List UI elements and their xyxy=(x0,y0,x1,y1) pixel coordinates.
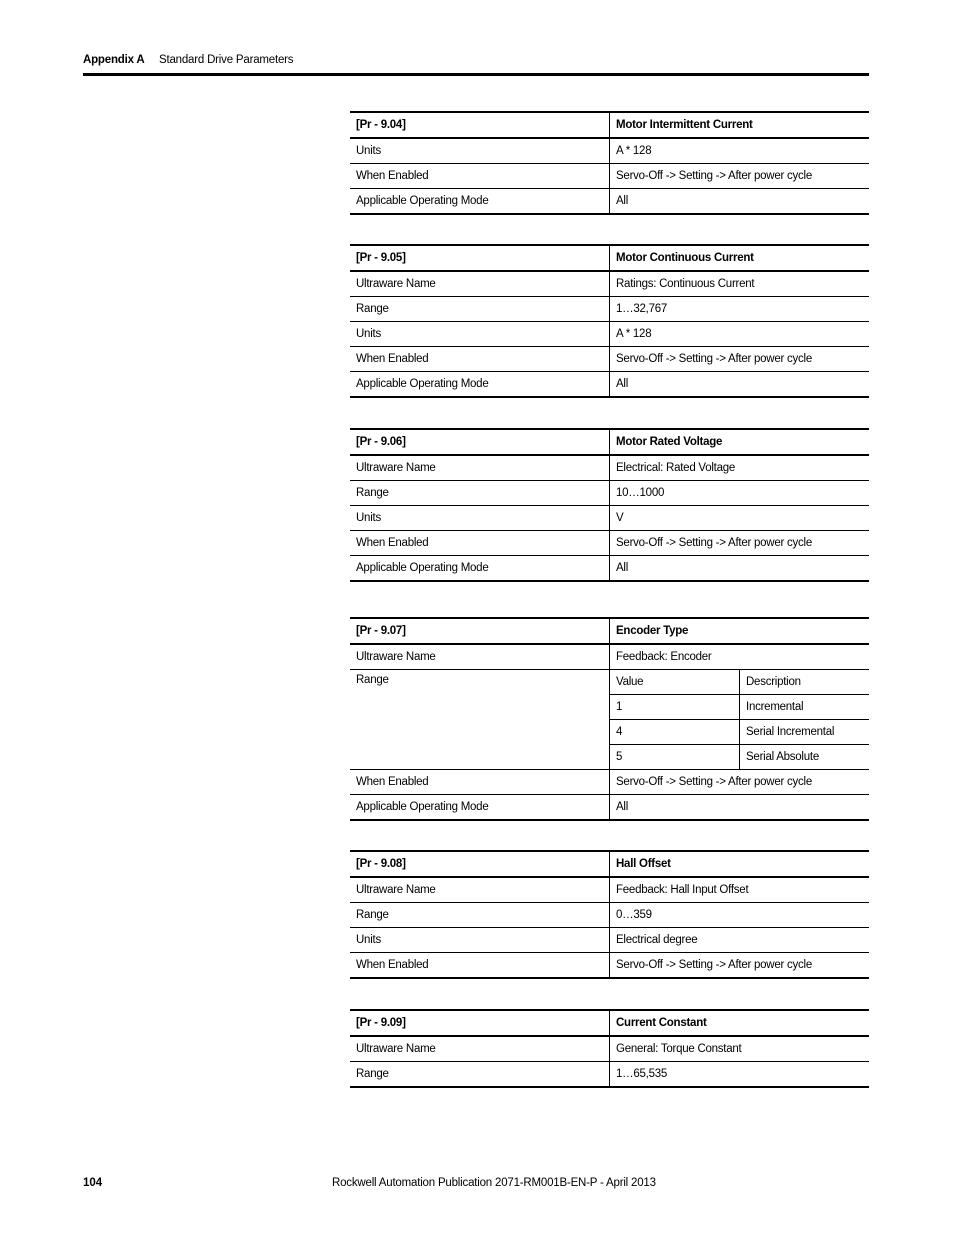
row-value: Servo-Off -> Setting -> After power cycle xyxy=(610,531,870,556)
row-label: Units xyxy=(350,928,610,953)
table-row xyxy=(350,138,869,164)
param-table-9-04 xyxy=(350,111,869,215)
table-row xyxy=(350,347,869,372)
param-name: Motor Continuous Current xyxy=(610,245,870,271)
table-row xyxy=(350,770,869,795)
page-number: 104 xyxy=(83,1177,103,1189)
table-row-range xyxy=(350,670,869,770)
param-table-9-06 xyxy=(350,428,869,582)
row-value: Feedback: Encoder xyxy=(610,644,870,670)
param-table-9-07 xyxy=(350,617,869,821)
row-value: All xyxy=(610,372,870,398)
param-table-9-09 xyxy=(350,1009,869,1088)
table-row xyxy=(350,903,869,928)
subtable-row xyxy=(610,695,869,720)
param-id: [Pr - 9.08] xyxy=(350,851,610,877)
row-label: Range xyxy=(350,297,610,322)
table-row xyxy=(350,953,869,979)
table-row xyxy=(350,322,869,347)
row-label: Range xyxy=(350,903,610,928)
row-value: Electrical degree xyxy=(610,928,870,953)
table-row xyxy=(350,644,869,670)
subtable-description: Incremental xyxy=(740,695,870,720)
table-row xyxy=(350,928,869,953)
publication-info: Rockwell Automation Publication 2071-RM001B-EN-P - April 2013 xyxy=(332,1177,656,1189)
range-subtable xyxy=(610,670,869,769)
row-value: All xyxy=(610,189,870,215)
row-value: Servo-Off -> Setting -> After power cycle xyxy=(610,770,870,795)
table-header-row xyxy=(350,245,869,271)
row-label: Units xyxy=(350,322,610,347)
subtable-header-value: Value xyxy=(610,670,740,695)
param-name: Motor Intermittent Current xyxy=(610,112,870,138)
table-header-row xyxy=(350,618,869,644)
row-label: When Enabled xyxy=(350,164,610,189)
table-row xyxy=(350,1062,869,1088)
table-row xyxy=(350,164,869,189)
subtable-header-description: Description xyxy=(740,670,870,695)
param-id: [Pr - 9.07] xyxy=(350,618,610,644)
table-row xyxy=(350,877,869,903)
subtable-value: 1 xyxy=(610,695,740,720)
table-row xyxy=(350,455,869,481)
param-table-9-08 xyxy=(350,850,869,979)
table-row xyxy=(350,531,869,556)
row-label: Applicable Operating Mode xyxy=(350,189,610,215)
table-row xyxy=(350,506,869,531)
param-name: Motor Rated Voltage xyxy=(610,429,870,455)
table-row xyxy=(350,1036,869,1062)
table-header-row xyxy=(350,1010,869,1036)
param-name: Encoder Type xyxy=(610,618,870,644)
param-name: Current Constant xyxy=(610,1010,870,1036)
row-label: When Enabled xyxy=(350,770,610,795)
row-label: When Enabled xyxy=(350,531,610,556)
table-row xyxy=(350,556,869,582)
table-row xyxy=(350,481,869,506)
param-id: [Pr - 9.09] xyxy=(350,1010,610,1036)
subtable-value: 4 xyxy=(610,720,740,745)
row-label: Range xyxy=(350,481,610,506)
subtable-description: Serial Absolute xyxy=(746,751,819,763)
param-id: [Pr - 9.04] xyxy=(350,112,610,138)
row-label: Ultraware Name xyxy=(350,455,610,481)
row-value: Feedback: Hall Input Offset xyxy=(610,877,870,903)
row-value: Ratings: Continuous Current xyxy=(610,271,870,297)
row-value: V xyxy=(610,506,870,531)
table-row xyxy=(350,297,869,322)
row-label: When Enabled xyxy=(350,953,610,979)
row-label: Ultraware Name xyxy=(350,644,610,670)
row-value: 10…1000 xyxy=(610,481,870,506)
row-label: Applicable Operating Mode xyxy=(350,795,610,821)
table-row xyxy=(350,189,869,215)
row-value: Electrical: Rated Voltage xyxy=(610,455,870,481)
row-label: Ultraware Name xyxy=(350,877,610,903)
row-value: 0…359 xyxy=(610,903,870,928)
param-id: [Pr - 9.05] xyxy=(350,245,610,271)
row-value: General: Torque Constant xyxy=(610,1036,870,1062)
row-value: Servo-Off -> Setting -> After power cycle xyxy=(610,347,870,372)
subtable-row xyxy=(610,720,869,745)
row-value: Servo-Off -> Setting -> After power cycle xyxy=(610,164,870,189)
table-row xyxy=(350,795,869,821)
row-label: When Enabled xyxy=(350,347,610,372)
row-label: Range xyxy=(350,1062,610,1088)
table-row xyxy=(350,271,869,297)
subtable-row xyxy=(610,745,869,770)
table-header-row xyxy=(350,851,869,877)
table-row xyxy=(350,372,869,398)
subtable-value: 5 xyxy=(610,745,740,770)
row-value: All xyxy=(610,795,870,821)
row-label: Applicable Operating Mode xyxy=(350,372,610,398)
param-table-9-05 xyxy=(350,244,869,398)
row-label: Units xyxy=(350,138,610,164)
subtable-description: Serial Incremental xyxy=(740,720,870,745)
row-value: A * 128 xyxy=(610,138,870,164)
row-label: Units xyxy=(350,506,610,531)
row-value: All xyxy=(610,556,870,582)
row-label: Range xyxy=(350,670,610,770)
row-label: Ultraware Name xyxy=(350,271,610,297)
page-header xyxy=(83,52,869,76)
table-header-row xyxy=(350,429,869,455)
range-subtable-cell xyxy=(610,670,870,770)
row-label: Ultraware Name xyxy=(350,1036,610,1062)
section-title: Standard Drive Parameters xyxy=(159,54,294,66)
row-value: A * 128 xyxy=(610,322,870,347)
subtable-header-row xyxy=(610,670,869,695)
appendix-label: Appendix A xyxy=(83,54,145,66)
row-value: 1…65,535 xyxy=(610,1062,870,1088)
row-value: 1…32,767 xyxy=(610,297,870,322)
row-label: Applicable Operating Mode xyxy=(350,556,610,582)
table-header-row xyxy=(350,112,869,138)
param-name: Hall Offset xyxy=(610,851,870,877)
param-id: [Pr - 9.06] xyxy=(350,429,610,455)
row-value: Servo-Off -> Setting -> After power cycle xyxy=(610,953,870,979)
